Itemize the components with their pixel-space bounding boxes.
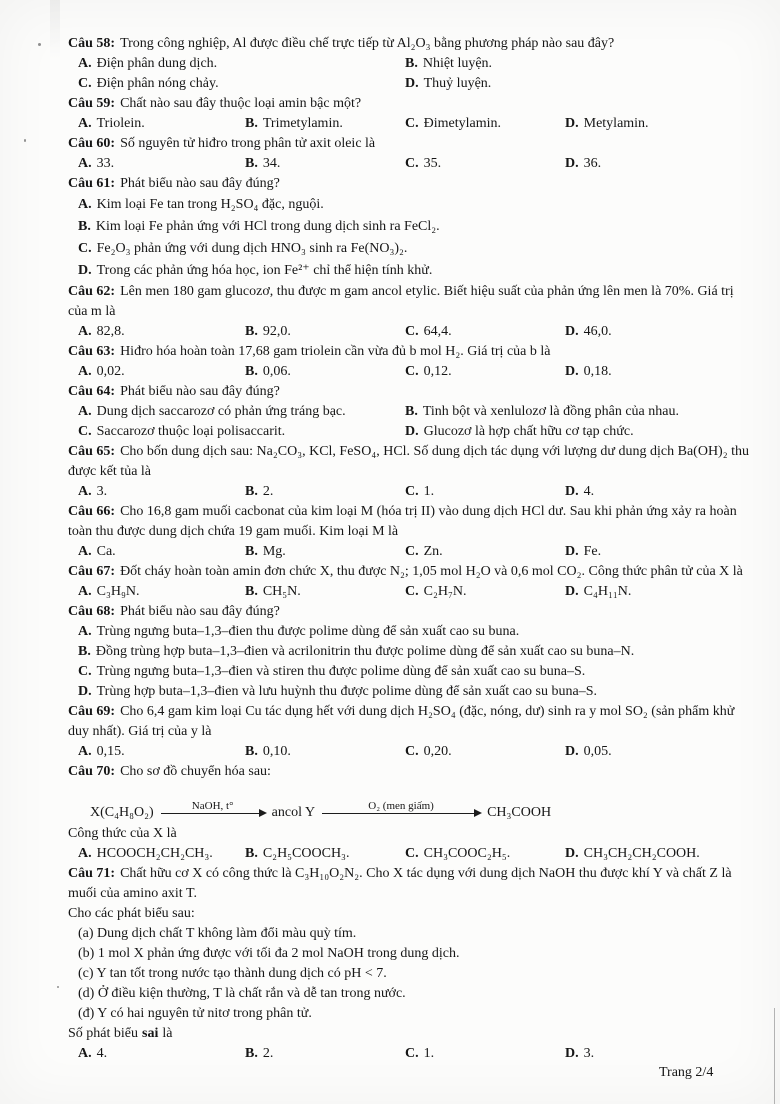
- option-d: [405, 74, 750, 94]
- option-a: [78, 622, 750, 642]
- option-b: [78, 642, 750, 662]
- option-text: Zn.: [423, 544, 443, 559]
- scan-speck: [38, 43, 41, 46]
- question-body: Số nguyên tử hiđro trong phân tử axit oleic là: [120, 136, 376, 151]
- option-d: [565, 1044, 750, 1064]
- scan-speck: [24, 139, 26, 142]
- option-a: [78, 482, 245, 502]
- option-label: D.: [565, 156, 579, 171]
- option-c: [78, 238, 750, 260]
- option-text: 64,4.: [423, 324, 452, 339]
- option-text: Saccarozơ thuộc loại polisaccarit.: [96, 424, 286, 439]
- option-text: 36.: [583, 156, 602, 171]
- option-text: C₂H₅COOCH₃.: [262, 846, 350, 861]
- reaction-arrow-1: [159, 800, 267, 821]
- option-text: 2.: [262, 1046, 274, 1061]
- option-d: [565, 362, 750, 382]
- option-text: Kim loại Fe tan trong H₂SO₄ đặc, nguội.: [96, 197, 324, 212]
- option-b: [245, 322, 405, 342]
- question-number: Câu 61:: [68, 176, 116, 191]
- option-c: [405, 742, 565, 762]
- option-label: D.: [565, 744, 579, 759]
- option-b: [245, 1044, 405, 1064]
- question-body: Chất nào sau đây thuộc loại amin bậc một?: [120, 96, 362, 111]
- question-text: [68, 382, 750, 402]
- option-label: B.: [245, 484, 258, 499]
- option-label: C.: [78, 664, 92, 679]
- option-text: HCOOCH₂CH₂CH₃.: [96, 846, 213, 861]
- option-label: D.: [565, 584, 579, 599]
- option-text: 0,18.: [583, 364, 612, 379]
- options-grid: [68, 1044, 750, 1064]
- question-66: [68, 502, 750, 562]
- option-c: [405, 542, 565, 562]
- question-body: Hiđro hóa hoàn toàn 17,68 gam triolein cần vừa đủ b mol H₂. Giá trị của b là: [120, 344, 551, 359]
- option-label: C.: [78, 76, 92, 91]
- question-body: Phát biểu nào sau đây đúng?: [120, 384, 280, 399]
- option-label: D.: [565, 544, 579, 559]
- option-text: 92,0.: [262, 324, 291, 339]
- options-grid: [68, 114, 750, 134]
- option-d: [565, 322, 750, 342]
- option-text: 1.: [423, 484, 435, 499]
- option-label: D.: [405, 76, 419, 91]
- question-text: [68, 502, 750, 542]
- options-grid: [68, 362, 750, 382]
- options-grid: [68, 582, 750, 602]
- question-number: Câu 65:: [68, 444, 116, 459]
- option-c: [405, 362, 565, 382]
- option-label: B.: [245, 156, 258, 171]
- option-c: [405, 844, 565, 864]
- option-c: [405, 1044, 565, 1064]
- option-text: 0,05.: [583, 744, 612, 759]
- option-d: [565, 154, 750, 174]
- reaction-arrow-2: [320, 800, 482, 821]
- option-text: Trùng hợp buta–1,3–đien và lưu huỳnh thu được polime dùng để sản xuất cao su buna–S.: [96, 684, 597, 699]
- question-text: [68, 174, 750, 194]
- option-text: Metylamin.: [583, 116, 649, 131]
- option-label: B.: [405, 56, 418, 71]
- conclusion-line: [68, 1024, 750, 1044]
- option-text: C₂H₇N.: [423, 584, 467, 599]
- options-grid: [68, 482, 750, 502]
- option-text: 0,20.: [423, 744, 452, 759]
- option-text: Triolein.: [96, 116, 145, 131]
- conclusion-suffix: là: [162, 1026, 173, 1041]
- option-text: 0,10.: [262, 744, 291, 759]
- exam-content: [68, 34, 750, 1064]
- option-text: 0,12.: [423, 364, 452, 379]
- option-label: A.: [78, 156, 92, 171]
- option-c: [405, 154, 565, 174]
- question-60: [68, 134, 750, 174]
- options-stack: [68, 622, 750, 702]
- option-label: A.: [78, 624, 92, 639]
- option-d: [565, 844, 750, 864]
- option-text: 3.: [96, 484, 108, 499]
- statements-intro: Cho các phát biểu sau:: [68, 906, 195, 921]
- option-b: [245, 114, 405, 134]
- options-grid: [68, 402, 750, 442]
- option-text: 34.: [262, 156, 281, 171]
- option-label: B.: [245, 364, 258, 379]
- option-a: [78, 54, 405, 74]
- option-d: [565, 482, 750, 502]
- option-label: A.: [78, 744, 92, 759]
- option-text: Thuỷ luyện.: [423, 76, 492, 91]
- option-b: [405, 402, 750, 422]
- question-number: Câu 59:: [68, 96, 116, 111]
- option-text: Đimetylamin.: [423, 116, 502, 131]
- option-text: Dung dịch saccarozơ có phản ứng tráng bạc.: [96, 404, 346, 419]
- option-a: [78, 542, 245, 562]
- option-label: B.: [245, 744, 258, 759]
- option-text: 33.: [96, 156, 115, 171]
- option-a: [78, 194, 750, 216]
- question-text: [68, 282, 750, 322]
- options-stack: [68, 194, 750, 282]
- option-a: [78, 114, 245, 134]
- conclusion-prefix: Số phát biểu: [68, 1026, 138, 1041]
- scheme-intermediate: ancol Y: [271, 805, 316, 820]
- option-label: A.: [78, 197, 92, 212]
- option-text: Tinh bột và xenlulozơ là đồng phân của nhau.: [422, 404, 679, 419]
- question-number: Câu 69:: [68, 704, 116, 719]
- option-c: [405, 582, 565, 602]
- question-text: [68, 762, 750, 782]
- question-number: Câu 58:: [68, 36, 116, 51]
- option-b: [245, 154, 405, 174]
- option-d: [565, 742, 750, 762]
- question-body: Đốt cháy hoàn toàn amin đơn chức X, thu được N₂; 1,05 mol H₂O và 0,6 mol CO₂. Công thức phân tử của X là: [120, 564, 743, 579]
- question-68: [68, 602, 750, 702]
- option-a: [78, 362, 245, 382]
- option-b: [245, 742, 405, 762]
- question-number: Câu 66:: [68, 504, 116, 519]
- option-text: CH₅N.: [262, 584, 301, 599]
- question-67: [68, 562, 750, 602]
- option-text: Trimetylamin.: [262, 116, 343, 131]
- option-b: [245, 362, 405, 382]
- option-label: B.: [78, 644, 91, 659]
- option-label: B.: [245, 324, 258, 339]
- question-body: Cho 6,4 gam kim loại Cu tác dụng hết với dung dịch H₂SO₄ (đặc, nóng, dư) sinh ra y mol SO₂ (sản phẩm khử duy nhất). Giá trị của y là: [68, 704, 735, 739]
- option-label: D.: [565, 484, 579, 499]
- option-label: B.: [245, 846, 258, 861]
- option-text: Fe.: [583, 544, 602, 559]
- options-grid: [68, 742, 750, 762]
- option-text: CH₃CH₂CH₂COOH.: [583, 846, 700, 861]
- option-label: C.: [78, 241, 92, 256]
- option-text: 0,02.: [96, 364, 125, 379]
- question-number: Câu 64:: [68, 384, 116, 399]
- question-text: [68, 562, 750, 582]
- option-text: 46,0.: [583, 324, 612, 339]
- option-text: 4.: [96, 1046, 108, 1061]
- option-label: A.: [78, 846, 92, 861]
- option-c: [78, 662, 750, 682]
- arrow-icon: [161, 813, 265, 814]
- question-63: [68, 342, 750, 382]
- question-body: Cho sơ đồ chuyển hóa sau:: [120, 764, 271, 779]
- option-text: Trùng ngưng buta–1,3–đien thu được polime dùng để sản xuất cao su buna.: [96, 624, 520, 639]
- option-label: A.: [78, 1046, 92, 1061]
- option-text: Mg.: [262, 544, 286, 559]
- conclusion-bold: sai: [142, 1026, 159, 1041]
- option-label: B.: [245, 1046, 258, 1061]
- question-text: [68, 342, 750, 362]
- option-c: [405, 322, 565, 342]
- scheme-product: CH₃COOH: [487, 805, 552, 820]
- option-text: 0,06.: [262, 364, 291, 379]
- option-text: 2.: [262, 484, 274, 499]
- option-label: A.: [78, 56, 92, 71]
- question-number: Câu 60:: [68, 136, 116, 151]
- question-62: [68, 282, 750, 342]
- statements-list: [68, 924, 750, 1024]
- option-label: D.: [565, 364, 579, 379]
- reaction-scheme: [68, 787, 750, 821]
- option-text: 3.: [583, 1046, 595, 1061]
- option-label: C.: [405, 156, 419, 171]
- option-a: [78, 322, 245, 342]
- option-label: A.: [78, 116, 92, 131]
- option-text: Ca.: [96, 544, 116, 559]
- statement-c: (c) Y tan tốt trong nước tạo thành dung dịch có pH < 7.: [78, 966, 387, 981]
- option-text: 1.: [423, 1046, 435, 1061]
- option-c: [405, 482, 565, 502]
- option-label: C.: [405, 324, 419, 339]
- option-c: [78, 422, 405, 442]
- option-b: [245, 844, 405, 864]
- option-text: 4.: [583, 484, 595, 499]
- option-b: [78, 216, 750, 238]
- question-subtext: Công thức của X là: [68, 826, 177, 841]
- option-label: D.: [565, 116, 579, 131]
- question-body: Cho bốn dung dịch sau: Na₂CO₃, KCl, FeSO₄, HCl. Số dung dịch tác dụng với lượng dư dung dịch Ba(OH)₂ thu được kết tủa là: [68, 444, 749, 479]
- option-label: C.: [405, 364, 419, 379]
- question-70: [68, 762, 750, 864]
- option-a: [78, 844, 245, 864]
- question-text: [68, 34, 750, 54]
- question-number: Câu 62:: [68, 284, 116, 299]
- arrow-condition: O₂ (men giấm): [368, 800, 434, 812]
- question-65: [68, 442, 750, 502]
- option-label: D.: [565, 1046, 579, 1061]
- option-text: C₄H₁₁N.: [583, 584, 632, 599]
- option-label: D.: [405, 424, 419, 439]
- option-label: C.: [405, 1046, 419, 1061]
- option-d: [78, 260, 750, 282]
- option-a: [78, 742, 245, 762]
- options-grid: [68, 542, 750, 562]
- option-label: C.: [405, 744, 419, 759]
- option-d: [565, 542, 750, 562]
- scheme-reactant: X(C₄H₈O₂): [90, 805, 154, 820]
- option-text: Điện phân nóng chảy.: [96, 76, 219, 91]
- question-number: Câu 63:: [68, 344, 116, 359]
- statement-d: (d) Ở điều kiện thường, T là chất rắn và dễ tan trong nước.: [78, 986, 406, 1001]
- question-number: Câu 68:: [68, 604, 116, 619]
- option-text: Glucozơ là hợp chất hữu cơ tạp chức.: [423, 424, 634, 439]
- statement-dd: (đ) Y có hai nguyên tử nitơ trong phân tử.: [78, 1006, 312, 1021]
- page-number: Trang 2/4: [659, 1065, 714, 1080]
- statement-a: (a) Dung dịch chất T không làm đổi màu quỳ tím.: [78, 926, 357, 941]
- option-d: [565, 114, 750, 134]
- question-61: [68, 174, 750, 282]
- option-label: C.: [78, 424, 92, 439]
- question-69: [68, 702, 750, 762]
- option-text: Trùng ngưng buta–1,3–đien và stiren thu được polime dùng để sản xuất cao su buna–S.: [96, 664, 586, 679]
- option-c: [78, 74, 405, 94]
- option-text: CH₃COOC₂H₅.: [423, 846, 511, 861]
- option-text: Kim loại Fe phản ứng với HCl trong dung dịch sinh ra FeCl₂.: [95, 219, 440, 234]
- option-a: [78, 582, 245, 602]
- option-text: 0,15.: [96, 744, 125, 759]
- question-text: [68, 94, 750, 114]
- option-text: Fe₂O₃ phản ứng với dung dịch HNO₃ sinh ra Fe(NO₃)₂.: [96, 241, 408, 256]
- option-text: Trong các phản ứng hóa học, ion Fe²⁺ chỉ thể hiện tính khử.: [96, 263, 433, 278]
- option-label: A.: [78, 544, 92, 559]
- statement-b: (b) 1 mol X phản ứng được với tối đa 2 mol NaOH trong dung dịch.: [78, 946, 460, 961]
- question-body: Phát biểu nào sau đây đúng?: [120, 176, 280, 191]
- question-71: [68, 864, 750, 1064]
- option-label: C.: [405, 484, 419, 499]
- scan-edge-line: [774, 1008, 775, 1104]
- options-grid: [68, 154, 750, 174]
- option-d: [565, 582, 750, 602]
- question-number: Câu 71:: [68, 866, 116, 881]
- question-text: [68, 602, 750, 622]
- options-grid: [68, 322, 750, 342]
- option-a: [78, 1044, 245, 1064]
- option-label: B.: [245, 544, 258, 559]
- option-label: B.: [245, 116, 258, 131]
- question-text: [68, 442, 750, 482]
- option-label: C.: [405, 846, 419, 861]
- option-label: A.: [78, 324, 92, 339]
- option-label: D.: [565, 846, 579, 861]
- option-c: [405, 114, 565, 134]
- option-label: B.: [78, 219, 91, 234]
- option-label: D.: [78, 263, 92, 278]
- options-grid: [68, 54, 750, 94]
- option-text: 82,8.: [96, 324, 125, 339]
- option-b: [245, 582, 405, 602]
- question-58: [68, 34, 750, 94]
- option-label: B.: [245, 584, 258, 599]
- question-body: Lên men 180 gam glucozơ, thu được m gam ancol etylic. Biết hiệu suất của phản ứng lên men là 70%. Giá trị của m là: [68, 284, 734, 319]
- question-number: Câu 70:: [68, 764, 116, 779]
- question-59: [68, 94, 750, 134]
- option-a: [78, 154, 245, 174]
- arrow-condition: NaOH, t°: [191, 800, 234, 812]
- option-label: C.: [405, 584, 419, 599]
- option-label: D.: [78, 684, 92, 699]
- option-label: A.: [78, 404, 92, 419]
- option-text: Điện phân dung dịch.: [96, 56, 218, 71]
- question-body: Phát biểu nào sau đây đúng?: [120, 604, 280, 619]
- option-label: B.: [405, 404, 418, 419]
- question-body: Cho 16,8 gam muối cacbonat của kim loại M (hóa trị II) vào dung dịch HCl dư. Sau khi phản ứng xảy ra hoàn toàn thu được dung dịch chứa 19 gam muối. Kim loại M là: [68, 504, 737, 539]
- question-body: Chất hữu cơ X có công thức là C₃H₁₀O₂N₂. Cho X tác dụng với dung dịch NaOH thu được khí Y và chất Z là muối của amino axit T.: [68, 866, 732, 901]
- arrow-icon: [322, 813, 480, 814]
- option-text: Đồng trùng hợp buta–1,3–đien và acrilonitrin thu được polime dùng để sản xuất cao su buna–N.: [95, 644, 635, 659]
- question-text: [68, 702, 750, 742]
- option-b: [245, 542, 405, 562]
- option-b: [245, 482, 405, 502]
- question-64: [68, 382, 750, 442]
- option-label: D.: [565, 324, 579, 339]
- option-label: C.: [405, 544, 419, 559]
- option-label: A.: [78, 484, 92, 499]
- scan-speck: [57, 986, 59, 988]
- option-label: A.: [78, 584, 92, 599]
- option-text: Nhiệt luyện.: [422, 56, 493, 71]
- option-d: [405, 422, 750, 442]
- option-a: [78, 402, 405, 422]
- scan-smudge: [50, 0, 60, 60]
- option-label: C.: [405, 116, 419, 131]
- option-text: C₃H₉N.: [96, 584, 140, 599]
- option-text: 35.: [423, 156, 442, 171]
- question-text: [68, 134, 750, 154]
- option-b: [405, 54, 750, 74]
- options-grid: [68, 844, 750, 864]
- question-body: Trong công nghiệp, Al được điều chế trực tiếp từ Al₂O₃ bằng phương pháp nào sau đây?: [120, 36, 615, 51]
- question-text: [68, 864, 750, 904]
- option-label: A.: [78, 364, 92, 379]
- question-number: Câu 67:: [68, 564, 116, 579]
- option-d: [78, 682, 750, 702]
